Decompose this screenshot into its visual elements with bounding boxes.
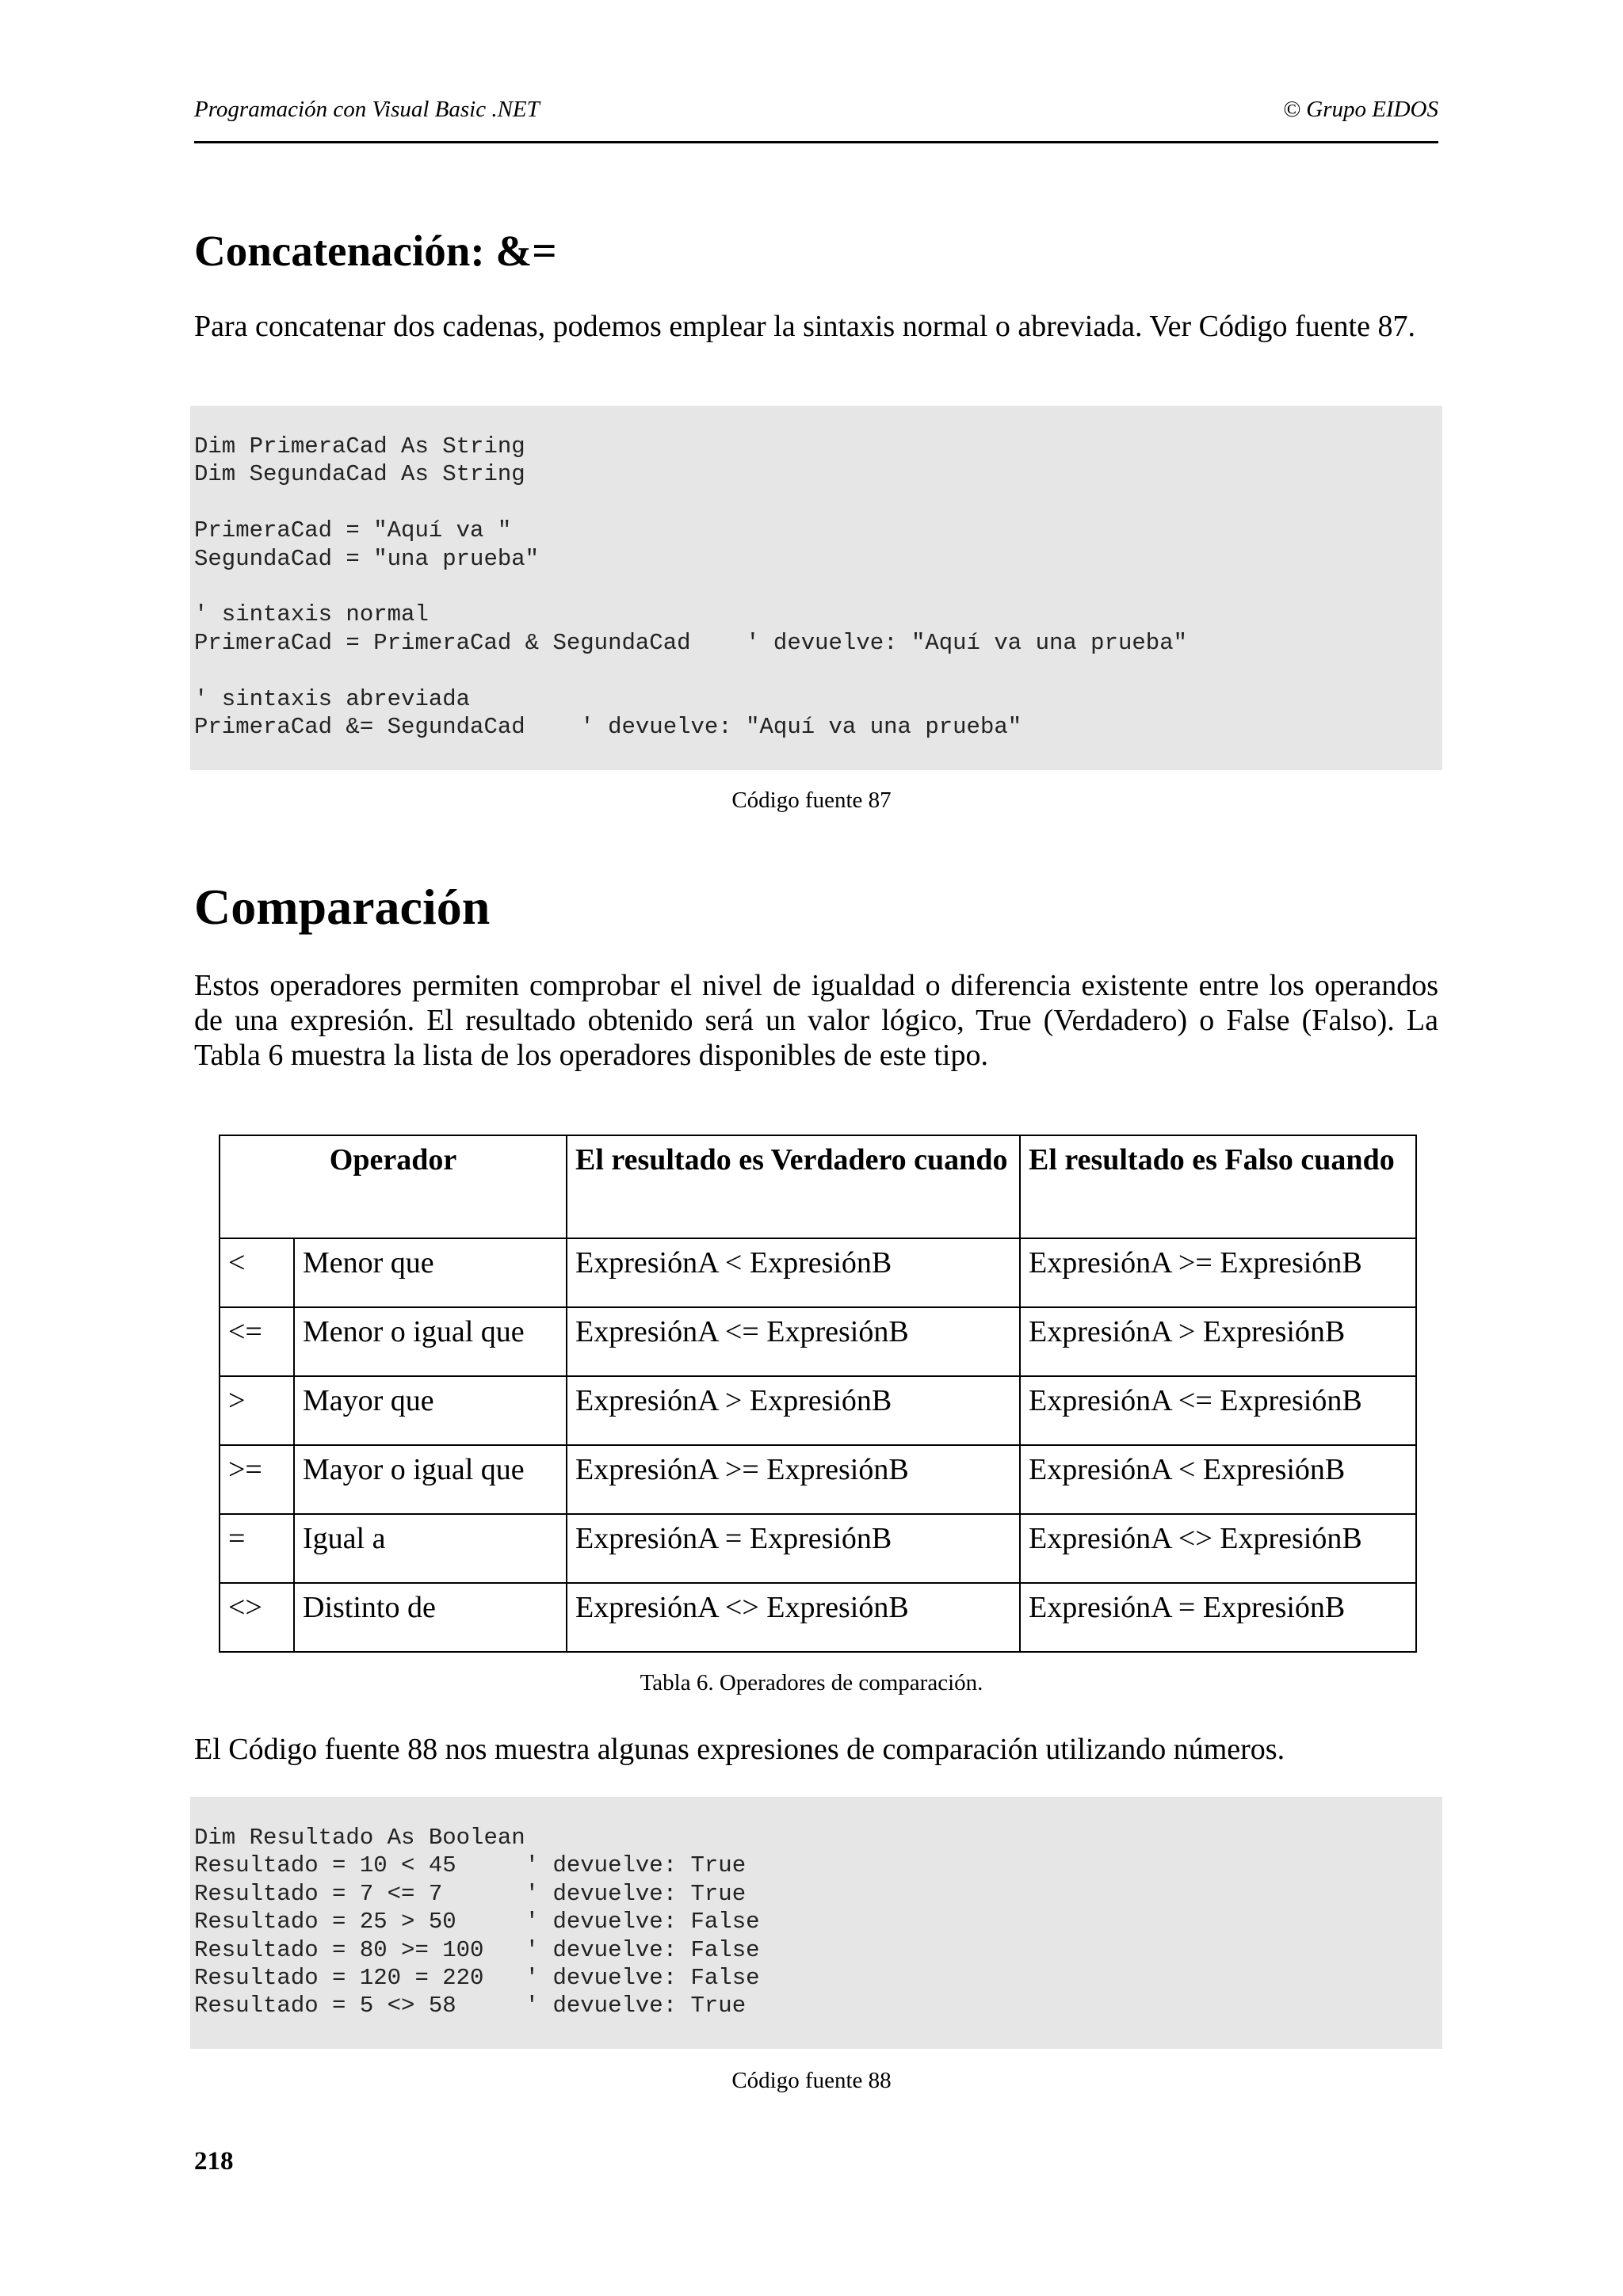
code-line: PrimeraCad &= SegundaCad ' devuelve: "Aquí va una prueba" [194, 714, 1022, 741]
code-line: Resultado = 120 = 220 ' devuelve: False [194, 1965, 760, 1992]
page-number: 218 [194, 2147, 234, 2176]
operator-false-when: ExpresiónA = ExpresiónB [1020, 1583, 1416, 1652]
code-line: Resultado = 5 <> 58 ' devuelve: True [194, 1993, 747, 2019]
table-header-row [220, 1135, 1416, 1238]
operator-false-when: ExpresiónA <> ExpresiónB [1020, 1514, 1416, 1583]
code-line: PrimeraCad = PrimeraCad & SegundaCad ' devuelve: "Aquí va una prueba" [194, 629, 1188, 656]
running-header [194, 93, 1438, 143]
operator-false-when: ExpresiónA > ExpresiónB [1020, 1307, 1416, 1376]
operator-true-when: ExpresiónA < ExpresiónB [567, 1238, 1020, 1307]
code-line [194, 657, 1442, 685]
operator-false-when: ExpresiónA < ExpresiónB [1020, 1445, 1416, 1514]
operator-true-when: ExpresiónA = ExpresiónB [567, 1514, 1020, 1583]
operator-name: Menor que [294, 1238, 567, 1307]
caption-codigo-88: Código fuente 88 [731, 2068, 892, 2093]
code-line: ' sintaxis normal [194, 601, 429, 628]
operators-table [219, 1135, 1417, 1653]
operator-symbol: < [220, 1238, 294, 1307]
table-row [220, 1514, 1416, 1583]
code-line: Resultado = 10 < 45 ' devuelve: True [194, 1852, 747, 1879]
heading-comparacion: Comparación [194, 879, 491, 935]
operator-true-when: ExpresiónA <= ExpresiónB [567, 1307, 1020, 1376]
code-line: Dim PrimeraCad As String [194, 433, 525, 460]
paragraph-codigo-88: El Código fuente 88 nos muestra algunas expresiones de comparación utilizando números. [194, 1733, 1285, 1766]
operator-symbol: <= [220, 1307, 294, 1376]
header-book-title: Programación con Visual Basic .NET [194, 97, 540, 122]
paragraph-comparacion: Estos operadores permiten comprobar el nivel de igualdad o diferencia existente entre los operandos de una expresión. El resultado obtenido será un valor lógico, True (Verdadero) o False (Falso). La Tabla 6 muestra la lista de los operadores disponibles de este tipo. [194, 969, 1438, 1072]
code-block-87 [190, 406, 1442, 770]
table-header-operador: Operador [220, 1135, 567, 1238]
code-line: Resultado = 25 > 50 ' devuelve: False [194, 1909, 760, 1936]
operator-name: Igual a [294, 1514, 567, 1583]
operator-symbol: = [220, 1514, 294, 1583]
code-line: ' sintaxis abreviada [194, 685, 471, 712]
caption-tabla-6: Tabla 6. Operadores de comparación. [640, 1670, 983, 1695]
table-row [220, 1238, 1416, 1307]
operator-false-when: ExpresiónA >= ExpresiónB [1020, 1238, 1416, 1307]
code-line [194, 489, 1442, 517]
operator-name: Menor o igual que [294, 1307, 567, 1376]
heading-concatenacion: Concatenación: &= [194, 227, 557, 275]
code-line: PrimeraCad = "Aquí va " [194, 517, 512, 544]
table-row [220, 1307, 1416, 1376]
code-line: SegundaCad = "una prueba" [194, 545, 540, 572]
table-header-false: El resultado es Falso cuando [1020, 1135, 1416, 1238]
code-line: Resultado = 7 <= 7 ' devuelve: True [194, 1880, 747, 1907]
operator-true-when: ExpresiónA >= ExpresiónB [567, 1445, 1020, 1514]
code-line [194, 573, 1442, 601]
operator-name: Mayor que [294, 1376, 567, 1445]
code-block-88 [190, 1797, 1442, 2049]
paragraph-concatenacion: Para concatenar dos cadenas, podemos emplear la sintaxis normal o abreviada. Ver Código fuente 87. [194, 310, 1415, 343]
operator-name: Distinto de [294, 1583, 567, 1652]
code-line: Resultado = 80 >= 100 ' devuelve: False [194, 1936, 760, 1963]
operator-name: Mayor o igual que [294, 1445, 567, 1514]
table-row [220, 1376, 1416, 1445]
operator-symbol: <> [220, 1583, 294, 1652]
operator-true-when: ExpresiónA <> ExpresiónB [567, 1583, 1020, 1652]
caption-codigo-87: Código fuente 87 [731, 788, 892, 813]
operator-true-when: ExpresiónA > ExpresiónB [567, 1376, 1020, 1445]
operator-false-when: ExpresiónA <= ExpresiónB [1020, 1376, 1416, 1445]
header-publisher: © Grupo EIDOS [1282, 97, 1438, 122]
code-line: Dim SegundaCad As String [194, 461, 525, 488]
code-line: Dim Resultado As Boolean [194, 1825, 525, 1851]
table-row [220, 1445, 1416, 1514]
operator-symbol: >= [220, 1445, 294, 1514]
table-row [220, 1583, 1416, 1652]
table-header-true: El resultado es Verdadero cuando [567, 1135, 1020, 1238]
operator-symbol: > [220, 1376, 294, 1445]
